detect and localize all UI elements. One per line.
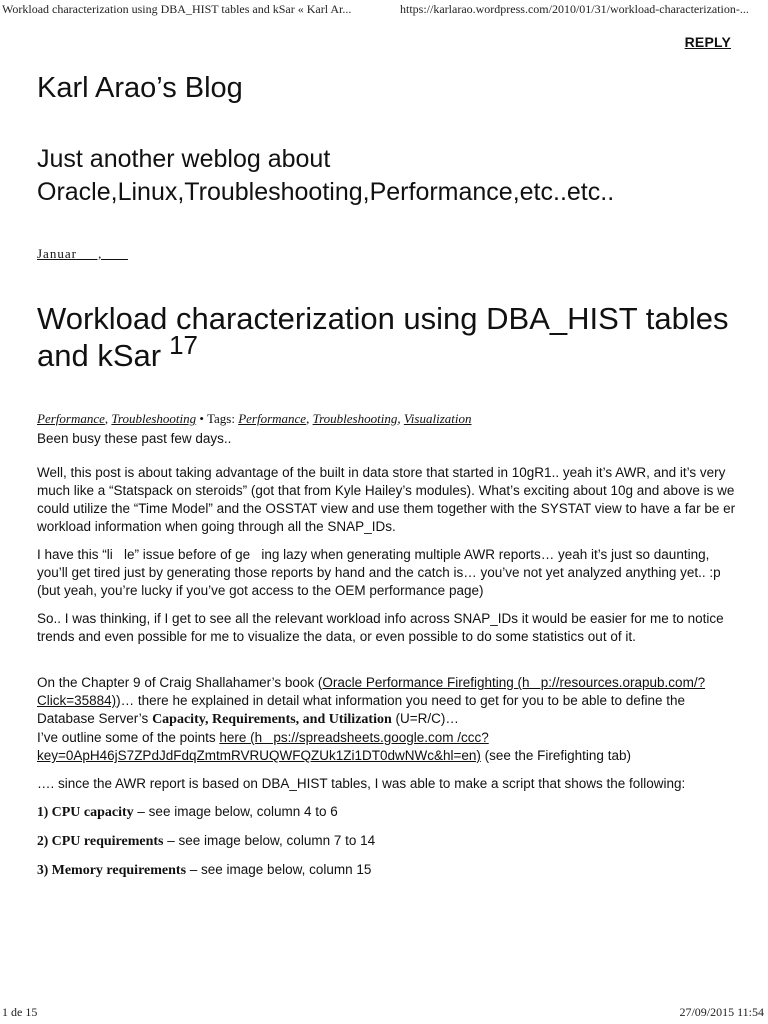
list-bold: CPU requirements — [51, 834, 164, 849]
list-number: 3) — [37, 862, 52, 877]
tag-link-visualization[interactable]: Visualization — [403, 411, 472, 426]
tags-label: • Tags: — [196, 411, 239, 426]
paragraph-lazy: I have this “li le” issue before of ge ing lazy when generating multiple AWR reports… yeah it’s just so daunting, you’ll get tired just by generating those reports by hand and the catch is… you’ve not yet analyzed anything yet.. :p (but yeah, you’re lucky if you’ve got access to the OEM performance page) — [37, 547, 732, 598]
paragraph-thinking: So.. I was thinking, if I get to see all the relevant workload info across SNAP_IDs it would be easier for me to notice trends and even possible for me to visualize the data, or even possible to do some statistics out of it. — [37, 611, 724, 644]
firefighting-book-link[interactable]: Oracle Performance Firefighting (h p://resources.orapub.com/?Click=35884) — [37, 675, 706, 708]
post-content — [37, 430, 737, 890]
post-meta — [37, 411, 471, 427]
post-title — [37, 300, 757, 376]
category-link-performance[interactable]: Performance — [37, 411, 105, 426]
tag-link-troubleshooting[interactable]: Troubleshooting — [312, 411, 398, 426]
requirements-list — [37, 803, 737, 880]
list-rest: – see image below, column 15 — [186, 862, 372, 877]
list-number: 2) — [37, 833, 52, 848]
list-bold: CPU capacity — [51, 805, 134, 820]
post-title-text: Workload characterization using DBA_HIST tables and kSar — [37, 301, 729, 373]
paragraph-chapter — [37, 656, 737, 765]
print-url: https://karlarao.wordpress.com/2010/01/31/workload-characterization-... — [400, 2, 749, 16]
blog-tagline: Just another weblog about Oracle,Linux,Troubleshooting,Performance,etc..etc.. — [37, 145, 615, 206]
list-bold: Memory requirements — [51, 863, 187, 878]
meta-separator: , — [104, 411, 112, 426]
category-link-troubleshooting[interactable]: Troubleshooting — [111, 411, 197, 426]
print-footer — [2, 1005, 766, 1020]
print-date: 27/09/2015 11:54 — [679, 1005, 764, 1019]
paragraph-intro: Been busy these past few days.. — [37, 431, 232, 446]
list-item — [37, 861, 737, 880]
print-page-number: 1 de 15 — [2, 1005, 38, 1019]
list-rest: – see image below, column 7 to 14 — [163, 833, 376, 848]
meta-separator: , — [397, 411, 404, 426]
blog-title: Karl Arao’s Blog — [37, 72, 243, 104]
outline-text: I’ve outline some of the points — [37, 730, 220, 745]
chapter-text: (U=R/C)… — [391, 711, 459, 726]
spreadsheet-link[interactable]: here (h ps://spreadsheets.google.com /ccc?key=0ApH46jS7ZPdJdFdqZmtmRVRUQWFQZUk1Zi1DT0dwNWc&hl=en) — [37, 730, 489, 763]
print-page-title: Workload characterization using DBA_HIST tables and kSar « Karl Ar... — [2, 2, 352, 16]
meta-separator: , — [306, 411, 313, 426]
chapter-text: On the Chapter 9 of Craig Shallahamer’s book ( — [37, 675, 323, 690]
list-item — [37, 832, 737, 851]
post-date-link[interactable]: Januar , — [37, 246, 128, 261]
paragraph-awr: Well, this post is about taking advantage of the built in data store that started in 10gR1.. yeah it’s AWR, and it’s very much like a “Statspack on steroids” (got that from Kyle Hailey’s modules). What’s exciting about 10g and above is we could utilize the “Time Model” and the OSSTAT view and use them together with the SYSTAT view to have a far be er workload information when going through all the SNAP_IDs. — [37, 465, 736, 534]
list-number: 1) — [37, 804, 52, 819]
list-rest: – see image below, column 4 to 6 — [133, 804, 338, 819]
print-header — [2, 2, 766, 17]
reply-link[interactable]: REPLY — [684, 34, 731, 50]
outline-text: (see the Firefighting tab) — [480, 748, 631, 763]
post-day: 17 — [169, 330, 198, 360]
paragraph-script: …. since the AWR report is based on DBA_HIST tables, I was able to make a script that shows the following: — [37, 776, 686, 791]
list-item — [37, 803, 737, 822]
chapter-text: )… there he explained in detail what information you need to get for you to be able to define the Database Server’s — [37, 693, 689, 726]
tag-link-performance[interactable]: Performance — [238, 411, 307, 426]
capacity-bold: Capacity, Requirements, and Utilization — [152, 712, 392, 727]
